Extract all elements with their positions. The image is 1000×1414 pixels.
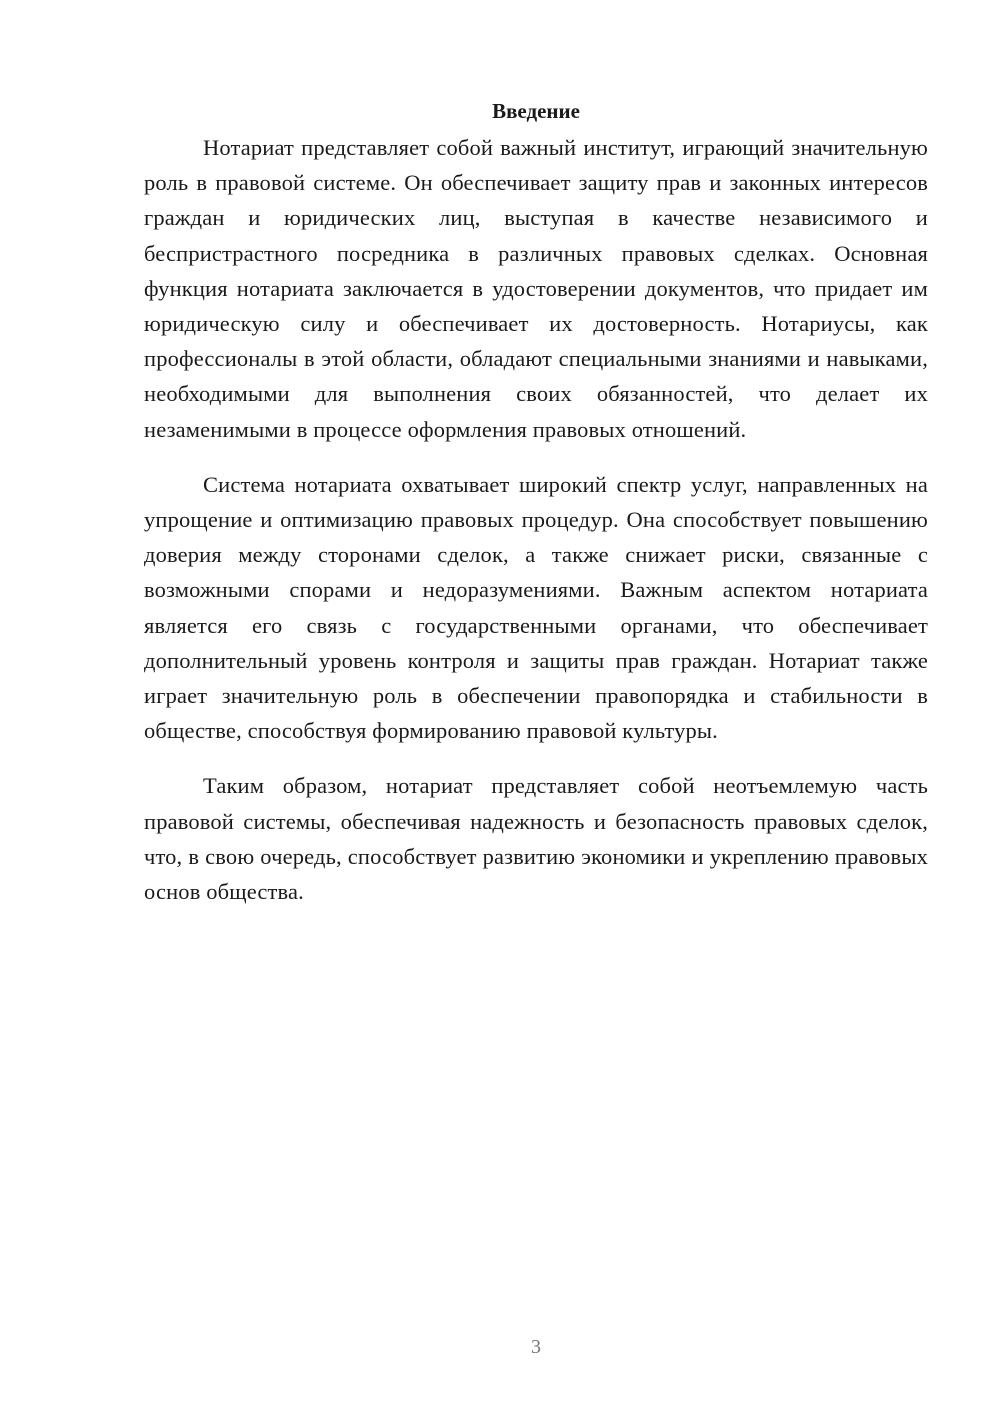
page-number: 3 xyxy=(531,1336,541,1358)
paragraph-2: Система нотариата охватывает широкий спектр услуг, направленных на упрощение и оптимизацию правовых процедур. Она способствует повышению доверия между сторонами сделок, а также снижает риски, связанные с возможными спорами и недоразумениями. Важным аспектом нотариата является его связь с государственными органами, что обеспечивает дополнительный уровень контроля и защиты прав граждан. Нотариат также играет значительную роль в обеспечении правопорядка и стабильности в обществе, способствуя формированию правовой культуры. xyxy=(144,471,928,744)
section-heading: Введение xyxy=(492,99,580,123)
paragraph-3: Таким образом, нотариат представляет собой неотъемлемую часть правовой системы, обеспечивая надежность и безопасность правовых сделок, что, в свою очередь, способствует развитию экономики и укреплению правовых основ общества. xyxy=(144,773,928,905)
paragraph-1: Нотариат представляет собой важный институт, играющий значительную роль в правовой системе. Он обеспечивает защиту прав и законных интересов граждан и юридических лиц, выступая в качестве независимого и беспристрастного посредника в различных правовых сделках. Основная функция нотариата заключается в удостоверении документов, что придает им юридическую силу и обеспечивает их достоверность. Нотариусы, как профессионалы в этой области, обладают специальными знаниями и навыками, необходимыми для выполнения своих обязанностей, что делает их незаменимыми в процессе оформления правовых отношений. xyxy=(144,135,928,442)
page-content xyxy=(144,96,928,929)
